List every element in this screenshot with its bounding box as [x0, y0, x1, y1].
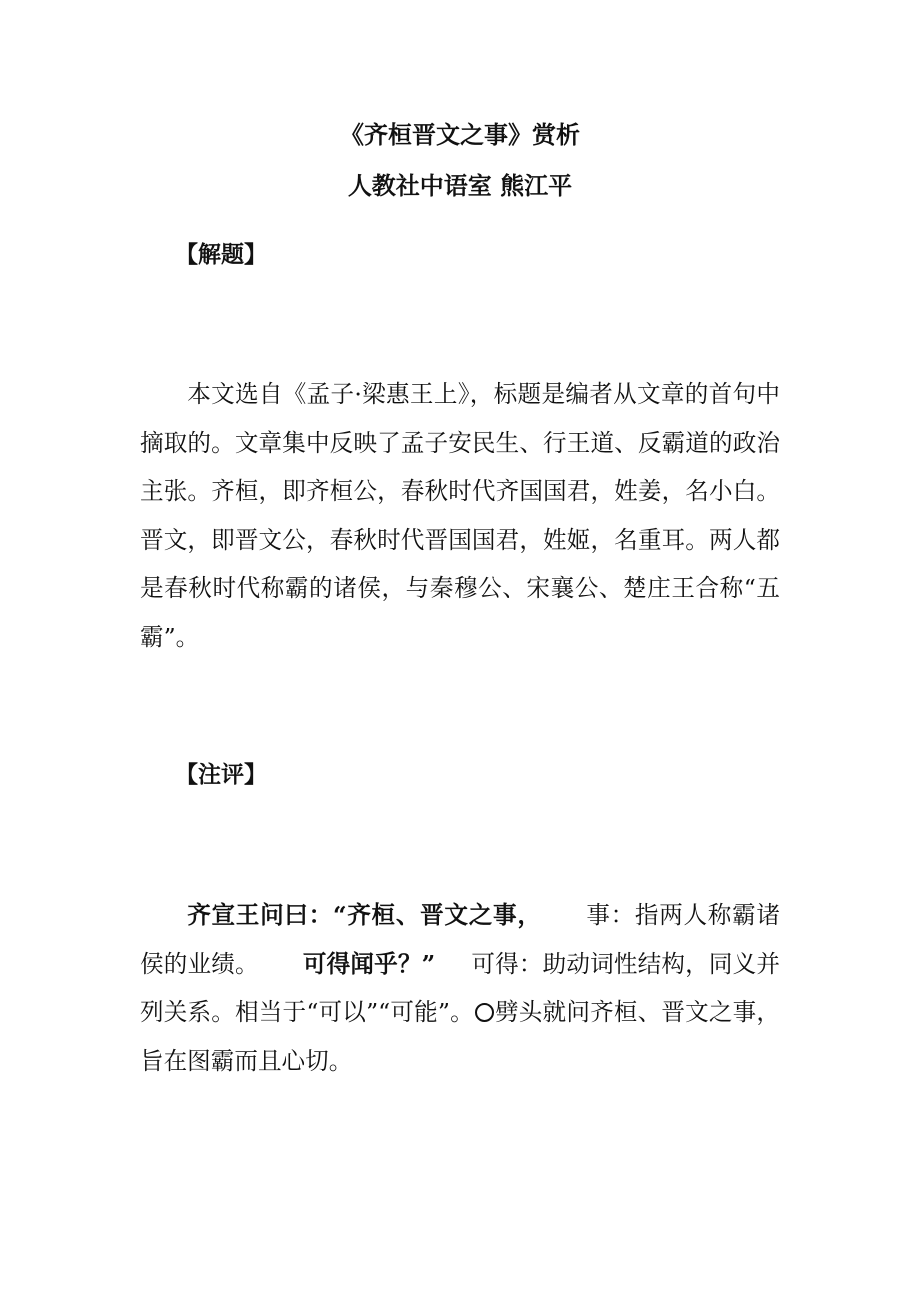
annotation-note-2: 可得：助动词性结构，同义并列关系。相当于“可以”“可能”。	[140, 949, 781, 1027]
document-author: 人教社中语室 熊江平	[347, 171, 573, 200]
document-title: 《齐桓晋文之事》赏析	[340, 120, 580, 149]
section-heading-zhuping: 【注评】	[175, 761, 267, 788]
annotation-comment: 劈头就问齐桓、晋文之事，旨在图霸而且心切。	[140, 998, 780, 1075]
annotation-note-1: 事：指两人称霸诸侯的业绩。	[140, 901, 780, 978]
intro-paragraph: 本文选自《孟子·梁惠王上》，标题是编者从文章的首句中摘取的。文章集中反映了孟子安民生、行王道、反霸道的政治主张。齐桓，即齐桓公，春秋时代齐国国君，姓姜，名小白。晋文，即晋文公，春秋时代晋国国君，姓姬，名重耳。两人都是春秋时代称霸的诸侯，与秦穆公、宋襄公、楚庄王合称“五霸”。	[140, 380, 780, 651]
annotation-paragraph	[140, 891, 780, 1085]
source-text-line-1: 齐宣王问曰：“齐桓、晋文之事，	[187, 901, 542, 929]
circle-icon	[475, 1003, 494, 1022]
source-text-line-2: 可得闻乎？”	[302, 949, 436, 978]
section-heading-jieti: 【解题】	[175, 241, 267, 268]
